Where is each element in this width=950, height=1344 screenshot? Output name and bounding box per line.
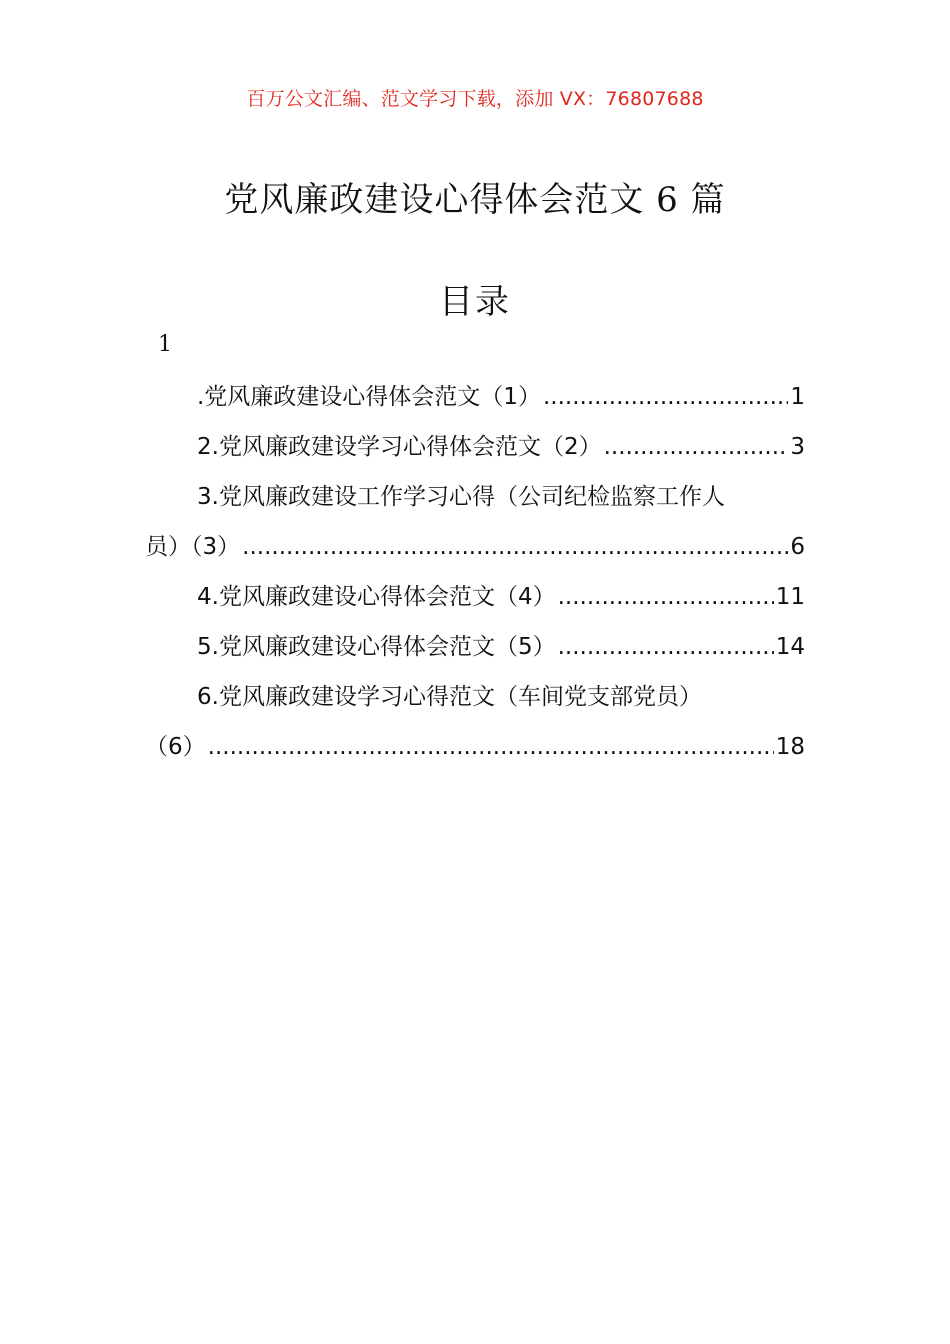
toc-entry-1[interactable] <box>145 372 805 422</box>
toc-entry-text: 3.党风廉政建设工作学习心得（公司纪检监察工作人 <box>197 484 725 510</box>
dot-leader <box>604 422 789 472</box>
toc-entry-4[interactable] <box>145 572 805 622</box>
toc-heading: 目录 <box>439 282 511 322</box>
dot-leader <box>543 372 788 422</box>
toc-entry-page: 6 <box>790 534 805 560</box>
toc-entry-text: 6.党风廉政建设学习心得范文（车间党支部党员） <box>197 684 702 710</box>
document-title: 党风廉政建设心得体会范文 6 篇 <box>224 180 726 220</box>
toc-entry-5[interactable] <box>145 622 805 672</box>
dot-leader <box>558 572 774 622</box>
dot-leader <box>242 522 788 572</box>
toc-entry-6-continued[interactable] <box>145 722 805 772</box>
stray-number: 1 <box>158 332 172 357</box>
toc-entry-page: 1 <box>790 384 805 410</box>
toc-entry-3[interactable] <box>145 472 805 522</box>
toc-entry-page: 11 <box>775 584 805 610</box>
toc-entry-text-continued: 员）（3） <box>145 534 241 560</box>
toc-entry-page: 14 <box>775 634 805 660</box>
toc-entry-page: 18 <box>775 734 805 760</box>
toc-entry-6[interactable] <box>145 672 805 722</box>
toc-entry-2[interactable] <box>145 422 805 472</box>
table-of-contents <box>145 372 805 772</box>
toc-entry-text: .党风廉政建设心得体会范文（1） <box>197 384 541 410</box>
toc-entry-text: 4.党风廉政建设心得体会范文（4） <box>197 584 556 610</box>
dot-leader <box>208 722 774 772</box>
toc-entry-text: 2.党风廉政建设学习心得体会范文（2） <box>197 434 602 460</box>
toc-entry-text-continued: （6） <box>145 734 206 760</box>
toc-entry-3-continued[interactable] <box>145 522 805 572</box>
toc-entry-page: 3 <box>790 434 805 460</box>
toc-entry-text: 5.党风廉政建设心得体会范文（5） <box>197 634 556 660</box>
dot-leader <box>558 622 774 672</box>
header-note: 百万公文汇编、范文学习下载，添加 VX：76807688 <box>246 88 704 110</box>
